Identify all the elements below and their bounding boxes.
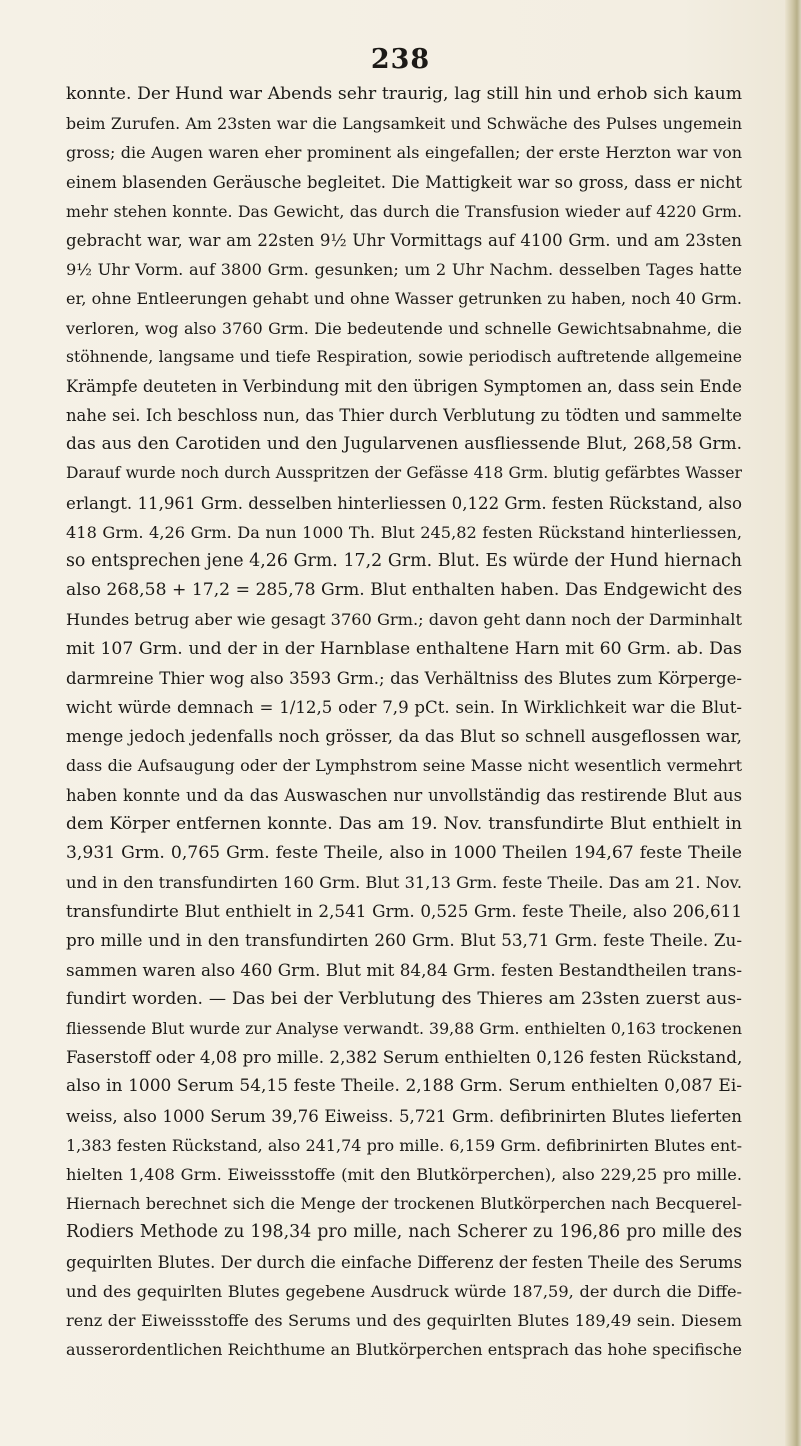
text-line: Krämpfe deuteten in Verbindung mit den übrigen Symptomen an, dass sein Ende (66, 376, 742, 396)
text-line: hielten 1,408 Grm. Eiweissstoffe (mit den Blutkörperchen), also 229,25 pro mille. (66, 1164, 742, 1184)
text-line: menge jedoch jedenfalls noch grösser, da das Blut so schnell ausgeflossen war, (66, 726, 742, 747)
text-line: Darauf wurde noch durch Ausspritzen der Gefässe 418 Grm. blutig gefärbtes Wasser (66, 464, 742, 483)
text-line: konnte. Der Hund war Abends sehr traurig, lag still hin und erhob sich kaum (66, 84, 742, 104)
text-line: 418 Grm. 4,26 Grm. Da nun 1000 Th. Blut 245,82 festen Rückstand hinterliessen, (66, 522, 742, 542)
page-edge-shadow (785, 0, 801, 1446)
text-line: fundirt worden. — Das bei der Verblutung des Thieres am 23sten zuerst aus- (66, 988, 742, 1009)
text-line: und des gequirlten Blutes gegebene Ausdruck würde 187,59, der durch die Diffe- (66, 1281, 742, 1301)
body-text (66, 80, 742, 1364)
text-line: 9½ Uhr Vorm. auf 3800 Grm. gesunken; um 2 Uhr Nachm. desselben Tages hatte (66, 260, 742, 280)
text-line: er, ohne Entleerungen gehabt und ohne Wasser getrunken zu haben, noch 40 Grm. (66, 289, 742, 309)
text-line: dem Körper entfernen konnte. Das am 19. Nov. transfundirte Blut enthielt in (66, 813, 742, 834)
text-line: darmreine Thier wog also 3593 Grm.; das Verhältniss des Blutes zum Körperge- (66, 668, 742, 688)
text-line: mit 107 Grm. und der in der Harnblase enthaltene Harn mit 60 Grm. ab. Das (66, 638, 742, 659)
text-line: das aus den Carotiden und den Jugularvenen ausfliessende Blut, 268,58 Grm. (66, 434, 742, 455)
page-number: 238 (370, 44, 431, 75)
text-line: sammen waren also 460 Grm. Blut mit 84,84 Grm. festen Bestandtheilen trans- (66, 959, 742, 980)
text-line: ausserordentlichen Reichthume an Blutkörperchen entsprach das hohe specifische (66, 1340, 742, 1360)
text-line: 1,383 festen Rückstand, also 241,74 pro mille. 6,159 Grm. defibrinirten Blutes ent- (66, 1135, 742, 1155)
text-line: Hundes betrug aber wie gesagt 3760 Grm.; davon geht dann noch der Darminhalt (66, 610, 742, 630)
text-line: wicht würde demnach = 1/12,5 oder 7,9 pCt. sein. In Wirklichkeit war die Blut- (66, 697, 742, 717)
text-line: Hiernach berechnet sich die Menge der trockenen Blutkörperchen nach Becquerel- (66, 1194, 742, 1214)
text-line: renz der Eiweissstoffe des Serums und des gequirlten Blutes 189,49 sein. Diesem (66, 1310, 742, 1330)
text-line: so entsprechen jene 4,26 Grm. 17,2 Grm. Blut. Es würde der Hund hiernach (66, 551, 742, 571)
text-line: verloren, wog also 3760 Grm. Die bedeutende und schnelle Gewichtsabnahme, die (66, 318, 742, 338)
text-line: 3,931 Grm. 0,765 Grm. feste Theile, also in 1000 Theilen 194,67 feste Theile (66, 842, 742, 863)
text-line: beim Zurufen. Am 23sten war die Langsamkeit und Schwäche des Pulses ungemein (66, 114, 742, 134)
text-line: weiss, also 1000 Serum 39,76 Eiweiss. 5,721 Grm. defibrinirten Blutes lieferten (66, 1106, 742, 1126)
text-line: transfundirte Blut enthielt in 2,541 Grm. 0,525 Grm. feste Theile, also 206,611 (66, 901, 742, 922)
text-line: einem blasenden Geräusche begleitet. Die Mattigkeit war so gross, dass er nicht (66, 172, 742, 192)
text-line: gebracht war, war am 22sten 9½ Uhr Vormittags auf 4100 Grm. und am 23sten (66, 230, 742, 250)
text-line: pro mille und in den transfundirten 260 Grm. Blut 53,71 Grm. feste Theile. Zu- (66, 930, 742, 951)
text-line: gequirlten Blutes. Der durch die einfache Differenz der festen Theile des Serums (66, 1252, 742, 1272)
text-line: mehr stehen konnte. Das Gewicht, das durch die Transfusion wieder auf 4220 Grm. (66, 201, 742, 221)
text-line: dass die Aufsaugung oder der Lymphstrom seine Masse nicht wesentlich vermehrt (66, 756, 742, 776)
text-line: Rodiers Methode zu 198,34 pro mille, nach Scherer zu 196,86 pro mille des (66, 1222, 742, 1243)
text-line: und in den transfundirten 160 Grm. Blut 31,13 Grm. feste Theile. Das am 21. Nov. (66, 873, 742, 893)
text-line: also 268,58 + 17,2 = 285,78 Grm. Blut enthalten haben. Das Endgewicht des (66, 580, 743, 601)
text-line: haben konnte und da das Auswaschen nur unvollständig das restirende Blut aus (66, 785, 742, 805)
text-line: stöhnende, langsame und tiefe Respiration, sowie periodisch auftretende allgemeine (66, 347, 742, 366)
text-line: gross; die Augen waren eher prominent als eingefallen; der erste Herzton war von (66, 143, 742, 163)
text-line: also in 1000 Serum 54,15 feste Theile. 2,188 Grm. Serum enthielten 0,087 Ei- (66, 1076, 742, 1097)
text-line: fliessende Blut wurde zur Analyse verwandt. 39,88 Grm. enthielten 0,163 trockenen (66, 1019, 742, 1038)
text-line: nahe sei. Ich beschloss nun, das Thier durch Verblutung zu tödten und sammelte (66, 406, 742, 426)
text-line: erlangt. 11,961 Grm. desselben hinterliessen 0,122 Grm. festen Rückstand, also (66, 493, 742, 513)
text-line: Faserstoff oder 4,08 pro mille. 2,382 Serum enthielten 0,126 festen Rückstand, (66, 1047, 743, 1068)
